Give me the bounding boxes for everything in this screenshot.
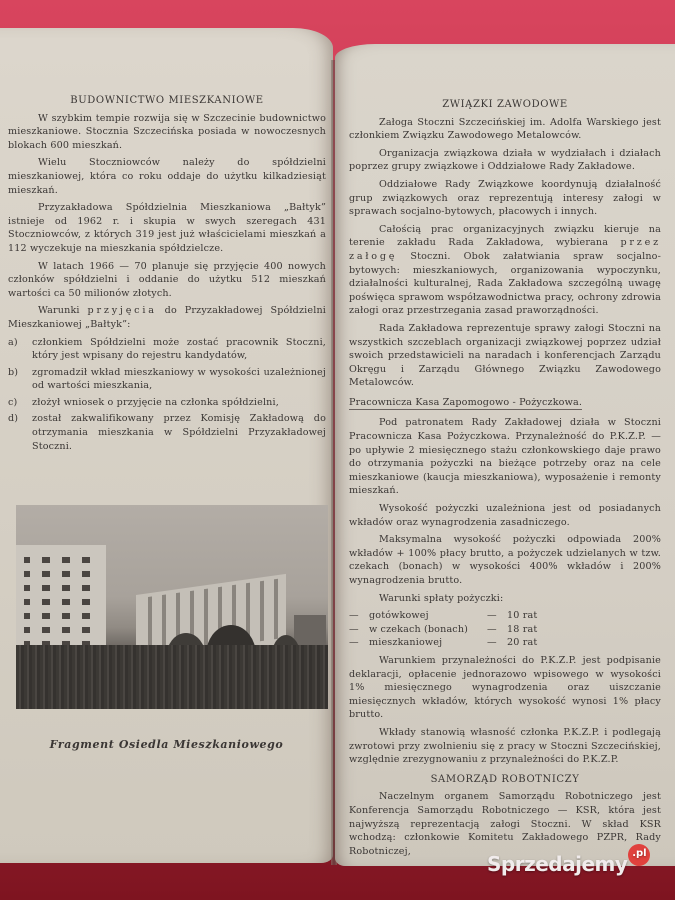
paragraph: Pod patronatem Rady Zakładowej działa w Stoczni Pracownicza Kasa Pożyczkowa. Przynależność do P.K.Z.P. — po upływie 2 miesięcznego stażu członkowskiego daje prawo do otrzymania pożyczki na bieżące potrzeby oraz na cele mieszkaniowe (kaucja mieszkaniowa), wyposażenie i remonty mieszkań. xyxy=(349,417,661,497)
list-item-text: został zakwalifikowany przez Komisję Zakładową do otrzymania mieszkania w Spółdzielni Przyzakładowej Stoczni. xyxy=(32,413,326,452)
paragraph: Maksymalna wysokość pożyczki odpowiada 200% wkładów + 100% płacy brutto, a pożyczek udzielanych w tzw. czekach (bonach) w wysokości 400% wkładów i 200% wynagrodzenia brutto. xyxy=(349,534,661,586)
paragraph: W szybkim tempie rozwija się w Szczecinie budownictwo mieszkaniowe. Stocznia Szczecińska posiada w nowoczesnych blokach 600 mieszkań. xyxy=(8,112,326,151)
list-item xyxy=(8,396,326,410)
sprzedajemy-watermark xyxy=(487,848,647,876)
section-heading-unions: ZWIĄZKI ZAWODOWE xyxy=(442,99,568,110)
paragraph: Organizacja związkowa działa w wydziałach i działach poprzez grupy związkowe i Oddziałowe Rady Zakładowe. xyxy=(349,147,661,173)
paragraph: Oddziałowe Rady Związkowe koordynują działalność grup związkowych oraz reprezentują interesy załogi w sprawach socjalno-bytowych, płacowych i innych. xyxy=(349,178,661,218)
paragraph: Wkłady stanowią własność członka P.K.Z.P. i podlegają zwrotowi przy zwolnieniu się z pracy w Stoczni Szczecińskiej, względnie zrezygnowaniu z przynależności do P.K.Z.P. xyxy=(349,726,661,766)
paragraph: Naczelnym organem Samorządu Robotniczego jest Konferencja Samorządu Robotniczego — KSR, która jest najwyższą reprezentacją załogi Stoczni. W skład KSR wchodzą: członkowie Komitetu Zakładowego PZPR, Rady Robotniczej, xyxy=(349,791,661,857)
dash: — xyxy=(487,610,497,622)
left-page-text xyxy=(8,94,326,456)
paragraph: Załoga Stoczni Szczecińskiej im. Adolfa Warskiego jest członkiem Związku Zawodowego Metalowców. xyxy=(349,116,661,142)
paragraph: Wielu Stoczniowców należy do spółdzielni mieszkaniowej, która co roku oddaje do użytku kilkadziesiąt mieszkań. xyxy=(8,157,326,196)
repayment-row xyxy=(349,636,661,650)
list-marker: b) xyxy=(8,366,19,378)
subheading-loan-fund: Pracownicza Kasa Zapomogowo - Pożyczkowa. xyxy=(349,396,582,411)
photo-caption: Fragment Osiedla Mieszkaniowego xyxy=(49,738,284,751)
list-item xyxy=(8,336,326,363)
paragraph: Warunki spłaty pożyczki: xyxy=(379,592,504,604)
conditions-intro xyxy=(8,304,326,331)
section-heading-self-government: SAMORZĄD ROBOTNICZY xyxy=(430,773,580,785)
council-prefix: Całością prac organizacyjnych związku kieruje na terenie zakładu Rada Zakładowa, wybierana xyxy=(349,223,661,249)
list-item xyxy=(8,366,326,393)
list-marker: d) xyxy=(8,413,19,425)
repayment-type: w czekach (bonach) xyxy=(369,623,469,635)
dash: — xyxy=(487,637,497,649)
dash: — xyxy=(349,610,359,622)
council-spaced: przez załogę xyxy=(349,237,661,262)
watermark-brand: Sprzedajemy xyxy=(487,852,628,876)
conditions-intro-prefix: Warunki xyxy=(38,305,80,317)
paragraph: Warunkiem przynależności do P.K.Z.P. jest podpisanie deklaracji, opłacenie jednorazowo wpisowego w wysokości 1% miesięcznego wynagrodzenia oraz uiszczanie miesięcznych wkładów, których wysokość wynosi 1% płacy brutto. xyxy=(349,654,661,721)
paragraph: Przyzakładowa Spółdzielnia Mieszkaniowa „Bałtyk” istnieje od 1962 r. i skupia w swych szeregach 431 Stoczniowców, z których 319 jest już właścicielami mieszkań a 112 wyczekuje na mieszkania spółdzielcze. xyxy=(8,202,326,254)
dash: — xyxy=(349,637,359,649)
dash: — xyxy=(487,623,497,635)
council-suffix: Stoczni. Obok załatwiania spraw socjalno-bytowych: mieszkaniowych, organizowania wypoczynku, działalności kulturalnej, Rada Zakładowa szczególną uwagę poświęca sprawom współzawodnictwa pracy, ochrony zdrowia załogi oraz przestrzegania zasad praworządności. xyxy=(349,250,661,317)
list-item-text: członkiem Spółdzielni może zostać pracownik Stoczni, który jest wpisany do rejestru kandydatów, xyxy=(32,336,326,362)
repayment-type: mieszkaniowej xyxy=(369,637,443,649)
conditions-intro-spaced: przyjęcia xyxy=(87,305,157,317)
repayment-installments: 20 rat xyxy=(507,637,538,649)
list-item xyxy=(8,412,326,453)
list-marker: a) xyxy=(8,336,18,348)
paragraph: Rada Zakładowa reprezentuje sprawy załogi Stoczni na wszystkich szczeblach organizacji związkowej poprzez udział swoich przedstawicieli na naradach i konferencjach Zarządu Okręgu i Zarządu Głównego Związku Zawodowego Metalowców. xyxy=(349,322,661,389)
repayment-type: gotówkowej xyxy=(369,610,429,622)
conditions-list xyxy=(8,336,326,454)
left-page xyxy=(0,28,333,863)
repayment-installments: 18 rat xyxy=(507,623,538,635)
grass-foreground xyxy=(16,645,328,709)
watermark-badge-icon: .pl xyxy=(628,844,650,866)
dash: — xyxy=(349,623,359,635)
repayment-row xyxy=(349,609,661,623)
housing-estate-photo xyxy=(16,505,328,709)
repayment-row xyxy=(349,623,661,637)
list-item-text: złożył wniosek o przyjęcie na członka spółdzielni, xyxy=(32,396,279,408)
paragraph: Wysokość pożyczki uzależniona jest od posiadanych wkładów oraz wynagrodzenia zasadniczego. xyxy=(349,503,661,528)
paragraph-council xyxy=(349,223,661,318)
repayment-installments: 10 rat xyxy=(507,610,538,622)
list-marker: c) xyxy=(8,396,18,408)
repayment-terms xyxy=(349,609,661,650)
right-page xyxy=(335,44,675,866)
paragraph: W latach 1966 — 70 planuje się przyjęcie 400 nowych członków spółdzielni i oddanie do użytku 512 mieszkań wartości ca 50 milionów złotych. xyxy=(8,260,326,299)
conditions-intro-suffix: do Przyzakładowej Spółdzielni Mieszkaniowej „Bałtyk”: xyxy=(8,305,326,330)
section-heading-housing: BUDOWNICTWO MIESZKANIOWE xyxy=(70,95,264,106)
right-page-text xyxy=(349,98,661,862)
list-item-text: zgromadził wkład mieszkaniowy w wysokości uzależnionej od wartości mieszkania, xyxy=(32,366,326,392)
